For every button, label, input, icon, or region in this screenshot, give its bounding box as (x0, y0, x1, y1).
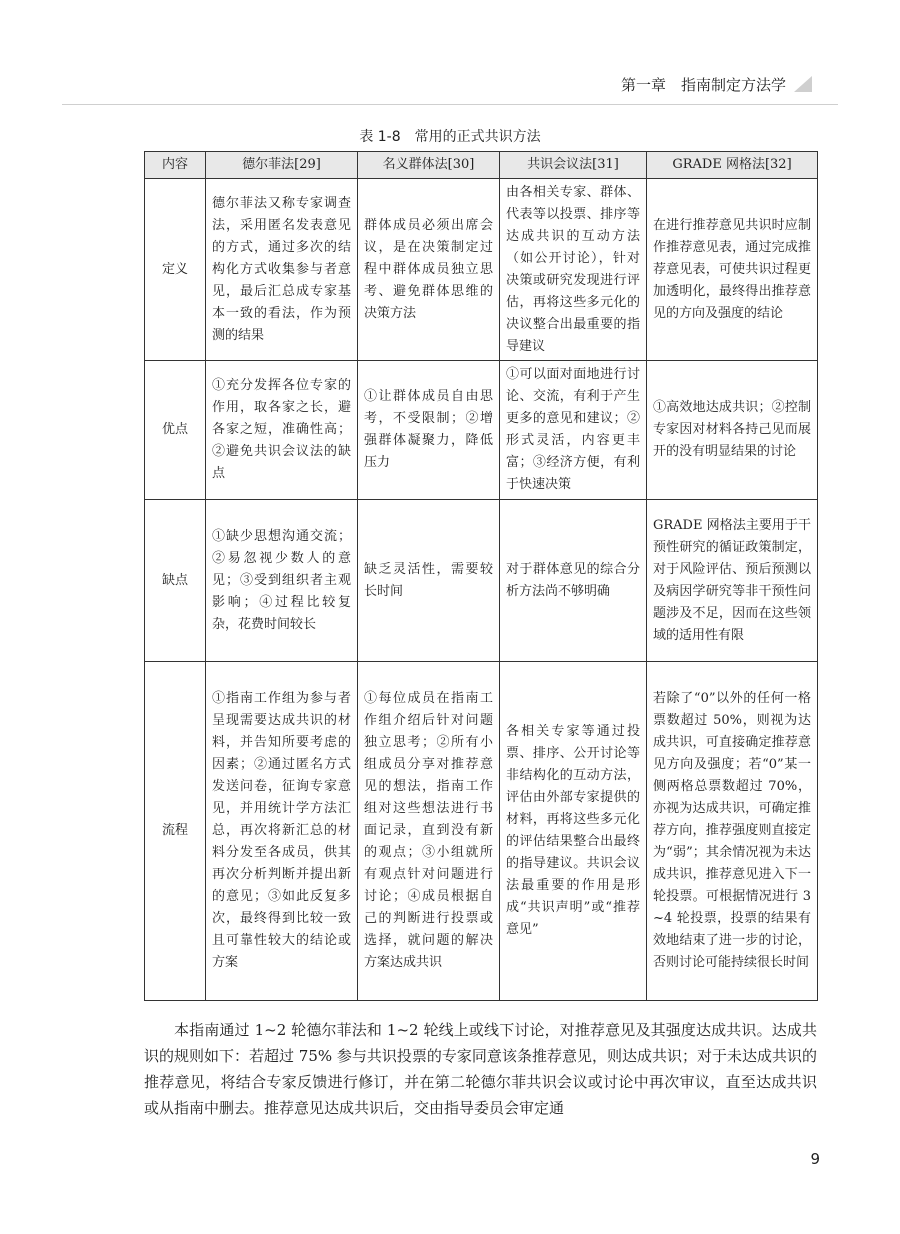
table-row (145, 361, 818, 500)
column-header: GRADE 网格法[32] (647, 152, 818, 179)
table-cell: ①指南工作组为参与者呈现需要达成共识的材料，并告知所要考虑的因素；②通过匿名方式发送问卷，征询专家意见，并用统计学方法汇总，再次将新汇总的材料分发至各成员，供其再次分析判断并提出新的意见；③如此反复多次，最终得到比较一致且可靠性较大的结论或方案 (206, 662, 358, 1001)
table-cell: 各相关专家等通过投票、排序、公开讨论等非结构化的互动方法，评估由外部专家提供的材料，再将这些多元化的评估结果整合出最终的指导建议。共识会议法最重要的作用是形成“共识声明”或“推荐意见” (500, 662, 647, 1001)
table-header-row (145, 152, 818, 179)
table-cell: 群体成员必须出席会议，是在决策制定过程中群体成员独立思考、避免群体思维的决策方法 (358, 179, 500, 361)
table-cell: 若除了“0”以外的任何一格票数超过 50%，则视为达成共识，可直接确定推荐意见方向及强度；若“0”某一侧两格总票数超过 70%，亦视为达成共识，可确定推荐方向，推荐强度则直接定为“弱”；其余情况视为未达成共识，推荐意见进入下一轮投票。可根据情况进行 3~4 轮投票，投票的结果有效地结束了进一步的讨论，否则讨论可能持续很长时间 (647, 662, 818, 1001)
table-cell: 对于群体意见的综合分析方法尚不够明确 (500, 500, 647, 662)
column-header: 名义群体法[30] (358, 152, 500, 179)
table-cell: GRADE 网格法主要用于干预性研究的循证政策制定，对于风险评估、预后预测以及病因学研究等非干预性问题涉及不足，因而在这些领域的适用性有限 (647, 500, 818, 662)
row-label: 流程 (145, 662, 206, 1001)
row-label: 定义 (145, 179, 206, 361)
header-rule (62, 104, 838, 105)
table-cell: ①充分发挥各位专家的作用，取各家之长，避各家之短，准确性高；②避免共识会议法的缺点 (206, 361, 358, 500)
chapter-title: 第一章 指南制定方法学 (620, 76, 786, 94)
row-label: 缺点 (145, 500, 206, 662)
table-row (145, 500, 818, 662)
table-cell: 德尔菲法又称专家调查法，采用匿名发表意见的方式，通过多次的结构化方式收集参与者意见，最后汇总成专家基本一致的看法，作为预测的结果 (206, 179, 358, 361)
column-header: 共识会议法[31] (500, 152, 647, 179)
page-number: 9 (810, 1150, 820, 1168)
table-cell: ①可以面对面地进行讨论、交流，有利于产生更多的意见和建议；②形式灵活，内容更丰富；③经济方便，有利于快速决策 (500, 361, 647, 500)
table-cell: ①让群体成员自由思考，不受限制；②增强群体凝聚力，降低压力 (358, 361, 500, 500)
corner-triangle-icon (794, 76, 812, 92)
column-header: 德尔菲法[29] (206, 152, 358, 179)
body-paragraph: 本指南通过 1~2 轮德尔菲法和 1~2 轮线上或线下讨论，对推荐意见及其强度达成共识。达成共识的规则如下：若超过 75% 参与共识投票的专家同意该条推荐意见，则达成共识；对于未达成共识的推荐意见，将结合专家反馈进行修订，并在第二轮德尔菲共识会议或讨论中再次审议，直至达成共识或从指南中删去。推荐意见达成共识后，交由指导委员会审定通 (144, 1021, 817, 1117)
table-caption: 表 1-8 常用的正式共识方法 (359, 129, 541, 145)
table-cell: 在进行推荐意见共识时应制作推荐意见表，通过完成推荐意见表，可使共识过程更加透明化，最终得出推荐意见的方向及强度的结论 (647, 179, 818, 361)
table-cell: ①每位成员在指南工作组介绍后针对问题独立思考；②所有小组成员分享对推荐意见的想法，指南工作组对这些想法进行书面记录，直到没有新的观点；③小组就所有观点针对问题进行讨论；④成员根据自己的判断进行投票或选择，就问题的解决方案达成共识 (358, 662, 500, 1001)
table-row (145, 662, 818, 1001)
table-cell: 缺乏灵活性，需要较长时间 (358, 500, 500, 662)
row-label: 优点 (145, 361, 206, 500)
consensus-methods-table (144, 151, 818, 1001)
table-cell: ①高效地达成共识；②控制专家因对材料各持己见而展开的没有明显结果的讨论 (647, 361, 818, 500)
table-cell: ①缺少思想沟通交流；②易忽视少数人的意见；③受到组织者主观影响；④过程比较复杂，花费时间较长 (206, 500, 358, 662)
table-cell: 由各相关专家、群体、代表等以投票、排序等达成共识的互动方法（如公开讨论），针对决策或研究发现进行评估，再将这些多元化的决议整合出最重要的指导建议 (500, 179, 647, 361)
running-header (621, 74, 812, 95)
column-header: 内容 (145, 152, 206, 179)
table-row (145, 179, 818, 361)
